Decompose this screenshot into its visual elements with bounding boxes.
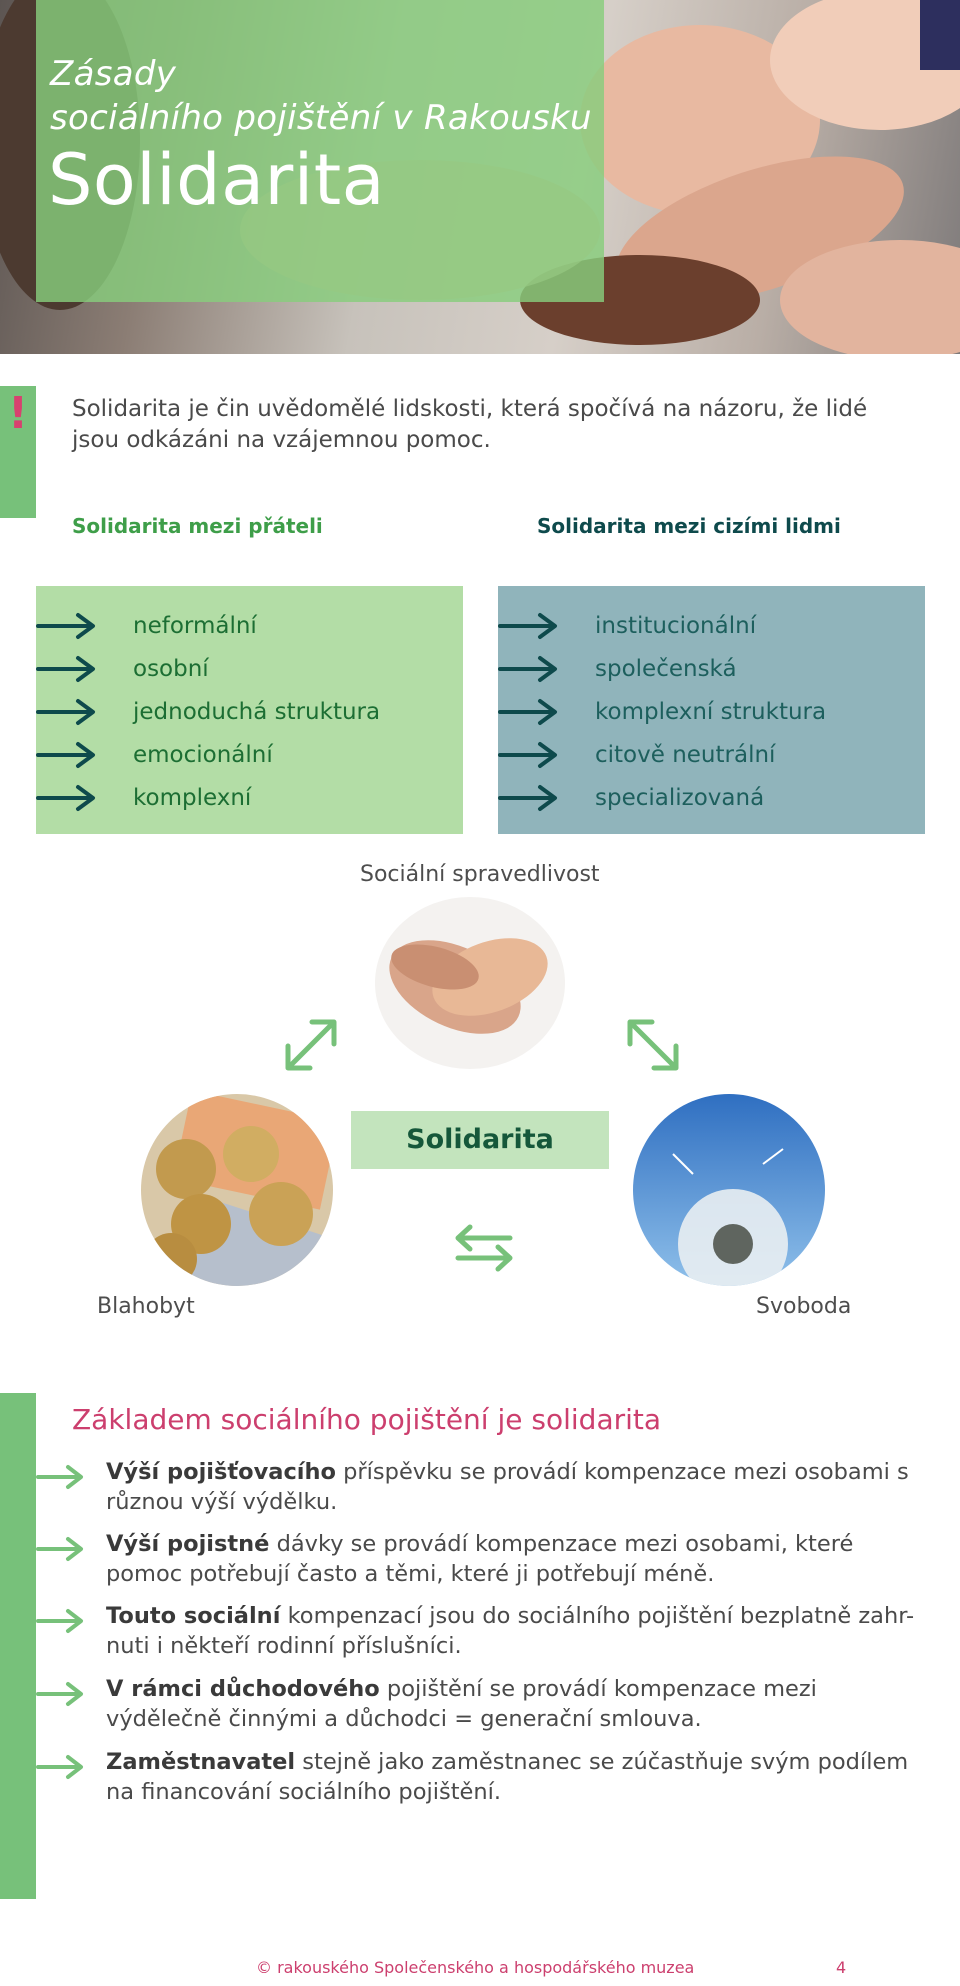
page-title: Solidarita (48, 139, 386, 221)
euro-coins-photo (141, 1094, 333, 1286)
list-item (36, 735, 463, 775)
list-item (498, 778, 925, 818)
list-item-label: komplexní (133, 785, 252, 811)
list-item (36, 649, 463, 689)
social-justice-label: Sociální spravedlivost (360, 862, 600, 887)
list-item (498, 649, 925, 689)
bullet-rest: příspěvku se provádí kompenzace mezi osobami s různou výší výdělku. (106, 1459, 909, 1515)
list-item-label: neformální (133, 613, 257, 639)
list-item (36, 606, 463, 646)
arrow-right-icon (498, 698, 560, 726)
welfare-label: Blahobyt (97, 1294, 195, 1319)
double-arrow-icon (278, 1012, 344, 1078)
bullet-text (106, 1674, 916, 1734)
bullet-bold: V rámci důchodového (106, 1676, 380, 1702)
list-item-label: společenská (595, 656, 737, 682)
exclamation-icon: ! (8, 388, 29, 439)
section-heading: Základem sociálního pojištění je solidarita (72, 1403, 662, 1436)
list-item-label: specializovaná (595, 785, 765, 811)
arrow-right-icon (36, 612, 98, 640)
bullet-text (106, 1747, 916, 1807)
page-number: 4 (836, 1958, 847, 1977)
arrow-right-icon (36, 1607, 86, 1637)
swap-arrows-icon (452, 1222, 518, 1274)
arrow-right-icon (498, 612, 560, 640)
arrow-right-icon (36, 655, 98, 683)
handshake-photo (375, 897, 565, 1069)
lower-accent-bar (0, 1393, 36, 1899)
friends-heading: Solidarita mezi přáteli (72, 514, 323, 538)
bullet-bold: Zaměstnavatel (106, 1749, 296, 1775)
arrow-right-icon (36, 784, 98, 812)
arrow-right-icon (36, 1463, 86, 1493)
arrow-right-icon (498, 741, 560, 769)
bullet-bold: Výší pojišťovacího (106, 1459, 336, 1485)
footer-copyright: © rakouského Společenského a hospodářského muzea (256, 1958, 695, 1977)
list-item-label: emocionální (133, 742, 273, 768)
list-item-label: komplexní struktura (595, 699, 827, 725)
bullet-text (106, 1601, 916, 1661)
list-item (498, 606, 925, 646)
arrow-right-icon (498, 784, 560, 812)
strangers-box (498, 586, 925, 834)
hero-subtitle-line1: Zásady (50, 54, 177, 94)
hero-banner (0, 0, 960, 354)
solidarity-center-box: Solidarita (351, 1111, 609, 1169)
bullet-rest: kompenzací jsou do sociálního pojištění bezplatně zahr-nuti i někteří rodinní příslušníci. (106, 1603, 915, 1659)
list-item (498, 692, 925, 732)
arrow-right-icon (36, 1680, 86, 1710)
hero-subtitle-line2: sociálního pojištění v Rakousku (50, 98, 592, 138)
double-arrow-icon (620, 1012, 686, 1078)
bullet-bold: Touto sociální (106, 1603, 281, 1629)
arrow-right-icon (498, 655, 560, 683)
bullet-rest: pojištění se provádí kompenzace mezi výdělečně činnými a důchodci = generační smlouva. (106, 1676, 817, 1732)
arrow-right-icon (36, 1753, 86, 1783)
arrow-right-icon (36, 741, 98, 769)
freedom-label: Svoboda (756, 1294, 852, 1319)
list-item-label: jednoduchá struktura (133, 699, 381, 725)
list-item-label: institucionální (595, 613, 757, 639)
bullet-rest: stejně jako zaměstnanec se zúčastňuje svým podílem na financování sociálního pojištění. (106, 1749, 909, 1805)
intro-text: Solidarita je čin uvědomělé lidskosti, která spočívá na názoru, že lidé jsou odkázáni na vzájemnou pomoc. (72, 396, 868, 453)
list-item (36, 692, 463, 732)
dandelion-photo (633, 1094, 825, 1286)
list-item (498, 735, 925, 775)
hero-subtitle (50, 52, 592, 140)
strangers-heading: Solidarita mezi cizími lidmi (537, 514, 841, 538)
bullet-rest: dávky se provádí kompenzace mezi osobami, které pomoc potřebují často a těmi, které ji potřebují méně. (106, 1531, 854, 1587)
list-item (36, 778, 463, 818)
list-item-label: citově neutrální (595, 742, 776, 768)
bullet-bold: Výší pojistné (106, 1531, 270, 1557)
list-item-label: osobní (133, 656, 209, 682)
arrow-right-icon (36, 698, 98, 726)
bullet-text (106, 1457, 916, 1517)
bullet-text (106, 1529, 916, 1589)
arrow-right-icon (36, 1535, 86, 1565)
friends-box (36, 586, 463, 834)
